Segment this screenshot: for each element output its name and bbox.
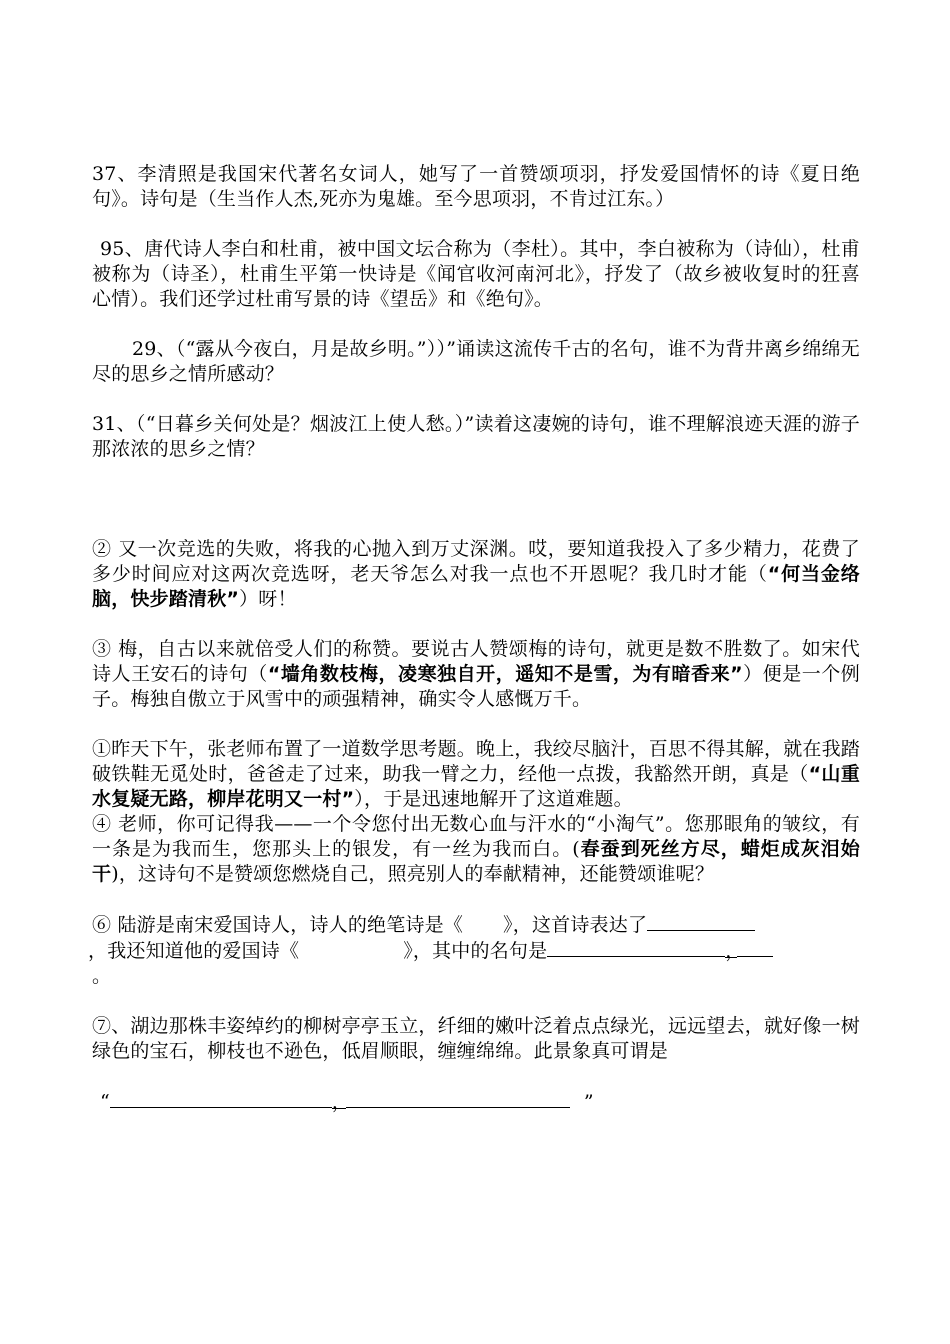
question-3-answer: “墙角数枝梅，凌寒独自开，遥知不是雪，为有暗香来” [267,663,743,685]
question-2-answer: “何当金络脑，快步踏清秋” [92,563,860,610]
question-6-text-b: 》，这首诗表达了 [503,914,648,936]
question-1-answer: “山重水复疑无路，柳岸花明又一村” [92,763,860,810]
question-1 [92,737,860,812]
paragraph-95: 95、唐代诗人李白和杜甫，被中国文坛合称为（李杜）。其中，李白被称为（诗仙），杜甫被称为（诗圣），杜甫生平第一快诗是《闻官收河南河北》，抒发了（故乡被收复时的狂喜心情）。我们还学过杜甫写景的诗《望岳》和《绝句》。 [92,238,860,310]
question-1-text: ①昨天下午，张老师布置了一道数学思考题。晚上，我绞尽脑汁，百思不得其解，就在我踏破铁鞋无觅处时，爸爸走了过来，助我一臂之力，经他一点拨，我豁然开朗，真是（ [92,738,861,785]
question-1-tail: ），于是迅速地解开了这道难题。 [354,788,633,810]
question-6-line-2 [88,938,860,964]
question-6-text-d: 》，其中的名句是 [403,940,548,962]
question-2-tail: ）呀！ [239,588,297,610]
question-6 [88,912,860,989]
question-7-answer-line [100,1089,860,1115]
paragraph-29: 29、（“露从今夜白，月是故乡明。”））”诵读这流传千古的名句，谁不为背井离乡绵绵无尽的思乡之情所感动？ [92,338,860,385]
question-6-text-c: ，我还知道他的爱国诗《 [88,940,300,962]
question-4-tail: )，这诗句不是赞颂您燃烧自己，照亮别人的奉献精神，还能赞颂谁呢？ [111,863,715,885]
question-7-blank-2[interactable] [346,1089,570,1108]
question-6-comma: ， [725,940,745,962]
question-7-close-quote: ” [583,1091,594,1113]
paragraph-37: 37、李清照是我国宋代著名女词人，她写了一首赞颂项羽，抒发爱国情怀的诗《夏日绝句》。诗句是（生当作人杰,死亦为鬼雄。至今思项羽，不肯过江东。） [92,163,860,210]
question-3-tail: ）便是一个例子。梅独自傲立于风雪中的顽强精神，确实令人感慨万千。 [92,663,860,710]
question-4-text: ④ 老师，你可记得我——一个令您付出无数心血与汗水的“小淘气”。您那眼角的皱纹，有一条是为我而生，您那头上的银发，有一丝为我而白。( [92,813,860,860]
question-7: ⑦、湖边那株丰姿绰约的柳树亭亭玉立，纤细的嫩叶泛着点点绿光，远远望去，就好像一树绿色的宝石，柳枝也不逊色，低眉顺眼，缠缠绵绵。此景象真可谓是 [92,1015,861,1062]
question-6-blank-line-2[interactable] [737,938,773,957]
question-6-blank-line-1[interactable] [547,938,725,957]
question-6-blank-comma [725,939,745,962]
question-2-text: ② 又一次竞选的失败，将我的心抛入到万丈深渊。哎，要知道我投入了多少精力，花费了多少时间应对这两次竞选呀，老天爷怎么对我一点也不开恩呢？我几时才能（ [92,538,860,585]
worksheet-page [88,162,861,1115]
question-3-text: ③ 梅，自古以来就倍受人们的称赞。要说古人赞颂梅的诗句，就更是数不胜数了。如宋代诗人王安石的诗句（ [92,638,860,685]
paragraph-31: 31、（“日暮乡关何处是？烟波江上使人愁。）”读着这凄婉的诗句，谁不理解浪迹天涯的游子那浓浓的思乡之情？ [92,413,860,460]
question-4-answer: 春蚕到死丝方尽，蜡炬成灰泪始干 [92,838,860,885]
question-4 [92,812,860,887]
question-6-text-a: ⑥ 陆游是南宋爱国诗人，诗人的绝笔诗是《 [92,914,464,936]
question-2 [92,537,860,612]
question-6-line-1 [92,912,860,938]
question-7-blank-comma [331,1090,352,1113]
question-6-blank-theme[interactable] [647,912,755,931]
question-7-comma: ， [331,1091,352,1113]
question-7-open-quote: “ [100,1091,110,1113]
question-7-blank-1[interactable] [110,1089,332,1108]
question-6-line-3: 。 [92,965,112,987]
question-3 [92,637,860,712]
